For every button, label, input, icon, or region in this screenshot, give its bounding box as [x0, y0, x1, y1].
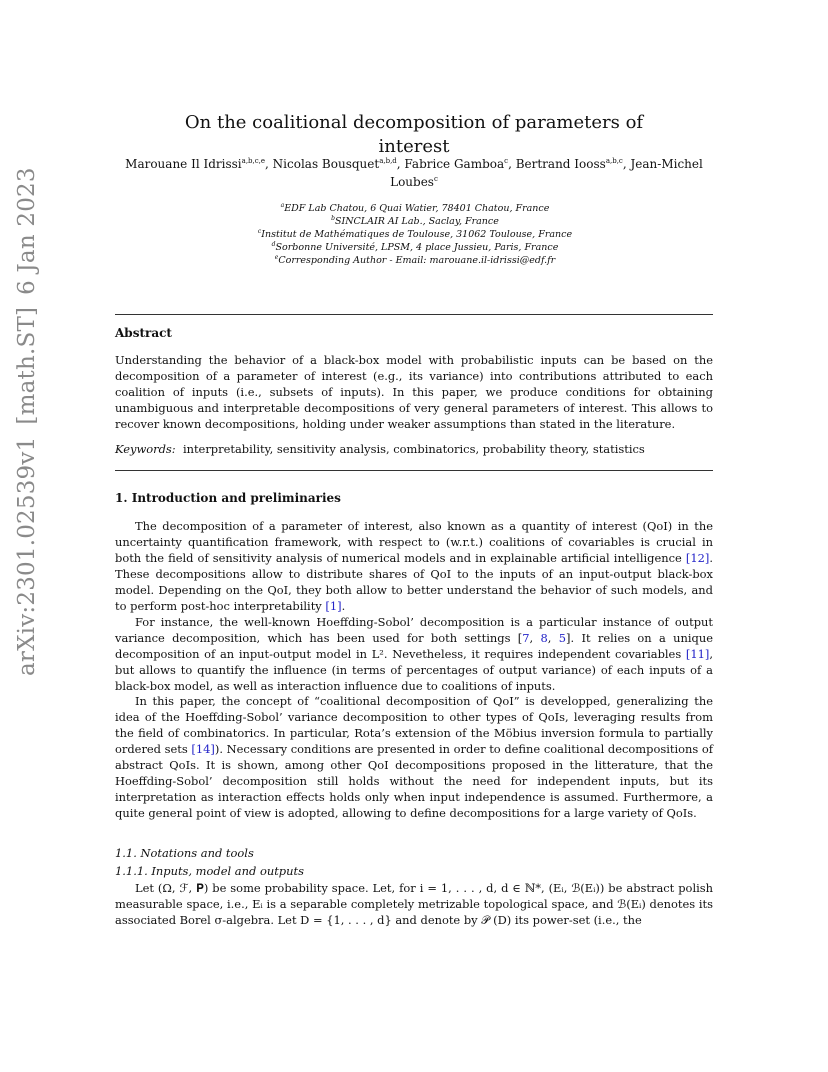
abstract-text: Understanding the behavior of a black-box model with probabilistic inputs can be based on the decomposition of a parameter of interest (e.g., its variance) into contributions attributed to each coalition of inputs (i.e., subsets of inputs). In this paper, we produce conditions for obtaining unambiguous and interpretable decompositions of very general parameters of interest. This allows to recover known decompositions, holding under weaker assumptions than stated in the literature. — [115, 353, 713, 431]
citation-link[interactable]: [11] — [685, 646, 710, 661]
author-affiliation-marker: a,b,c,e — [241, 157, 266, 165]
subsection-heading: 1.1. Notations and tools — [115, 846, 254, 860]
author-affiliation-marker: a,b,d — [379, 157, 397, 165]
affiliation-line: $^d$Sorbonne Université, LPSM, 4 place Jussieu, Paris, France — [271, 240, 559, 253]
author-affiliation-marker: c — [504, 157, 509, 165]
introduction-body — [115, 519, 713, 822]
citation-link[interactable]: 7 — [522, 630, 530, 645]
paper-title: On the coalitional decomposition of parameters of interest — [184, 112, 644, 157]
arxiv-id: arXiv:2301.02539v1 — [14, 436, 40, 676]
keywords-label: Keywords: — [115, 442, 176, 456]
paragraph: Let (Ω, ℱ, 𝐏) be some probability space. Let, for i = 1, . . . , d, d ∈ ℕ*, (Eᵢ, ℬ(Eᵢ)) be abstract polish measurable space, i.e., Eᵢ is a separable completely metrizable topological space, and ℬ(Eᵢ) denotes its associated Borel σ-algebra. Let D = {1, . . . , d} and denote by 𝒫 (D) its power-set (i.e., the — [115, 881, 713, 927]
author-name: , Jean-Michel Loubes — [390, 157, 703, 189]
section-heading: 1. Introduction and preliminaries — [115, 491, 341, 505]
author-name: , Bertrand Iooss — [508, 157, 606, 171]
author-name: Marouane Il Idrissi — [125, 157, 242, 171]
citation-link[interactable]: 8 — [540, 630, 548, 645]
keywords-line — [115, 441, 713, 457]
author-list — [115, 155, 713, 191]
notations-body — [115, 881, 713, 929]
citation-link[interactable]: 5 — [558, 630, 567, 645]
arxiv-identifier — [14, 167, 40, 676]
author-affiliation-marker: c — [433, 175, 438, 183]
affiliation-line: $^c$Institut de Mathématiques de Toulouse, 31062 Toulouse, France — [257, 227, 573, 240]
affiliation-list — [247, 202, 583, 267]
affiliation-line: $^e$Corresponding Author - Email: marouane.il-idrissi@edf.fr — [274, 253, 556, 266]
author-affiliation-marker: a,b,c — [605, 157, 623, 165]
paragraph: For instance, the well-known Hoeffding-Sobol’ decomposition is a particular instance of output variance decomposition, which has been used for both settings [7, 8, 5]. It relies on a unique decomposition of an input-output model in L². Nevetheless, it requires independent covariables [11], but allows to quantify the influence (in terms of percentages of output variance) of each inputs of a black-box model, as well as interaction influence due to coalitions of inputs. — [115, 614, 713, 693]
abstract-heading: Abstract — [115, 326, 172, 340]
abstract-top-rule — [115, 314, 713, 315]
subsubsection-heading: 1.1.1. Inputs, model and outputs — [115, 864, 304, 878]
paragraph: The decomposition of a parameter of interest, also known as a quantity of interest (QoI) in the uncertainty quantification framework, with respect to (w.r.t.) coalitions of covariables is crucial in both the field of sensitivity analysis of numerical models and in explainable artificial intelligence [12]. These decompositions allow to distribute shares of QoI to the inputs of an input-output black-box model. Depending on the QoI, they both allow to better understand the behavior of such models, and to perform post-hoc interpretability [1]. — [115, 519, 713, 613]
citation-link[interactable]: [14] — [191, 742, 215, 757]
citation-link[interactable]: [12] — [685, 550, 710, 565]
abstract-bottom-rule — [115, 470, 713, 471]
keywords-value: interpretability, sensitivity analysis, combinatorics, probability theory, statistics — [182, 442, 645, 456]
author-name: , Nicolas Bousquet — [265, 157, 380, 171]
arxiv-date: 6 Jan 2023 — [14, 167, 40, 295]
affiliation-line: $^a$EDF Lab Chatou, 6 Quai Watier, 78401 Chatou, France — [280, 201, 550, 214]
citation-link[interactable]: [1] — [325, 598, 342, 613]
author-name: , Fabrice Gamboa — [396, 157, 505, 171]
arxiv-category: [math.ST] — [14, 306, 40, 425]
affiliation-line: $^b$SINCLAIR AI Lab., Saclay, France — [331, 214, 499, 227]
paragraph: In this paper, the concept of “coalitional decomposition of QoI” is developped, generalizing the idea of the Hoeffding-Sobol’ variance decomposition to other types of QoIs, leveraging results from the field of combinatorics. In particular, Rota’s extension of the Möbius inversion formula to partially ordered sets [14]). Necessary conditions are presented in order to define coalitional decompositions of abstract QoIs. It is shown, among other QoI decompositions proposed in the litterature, that the Hoeffding-Sobol’ decomposition still holds without the need for independent inputs, but its interpretation as interaction effects holds only when input independence is assumed. Furthermore, a quite general point of view is adopted, allowing to define decompositions for a large variety of QoIs. — [115, 694, 713, 821]
